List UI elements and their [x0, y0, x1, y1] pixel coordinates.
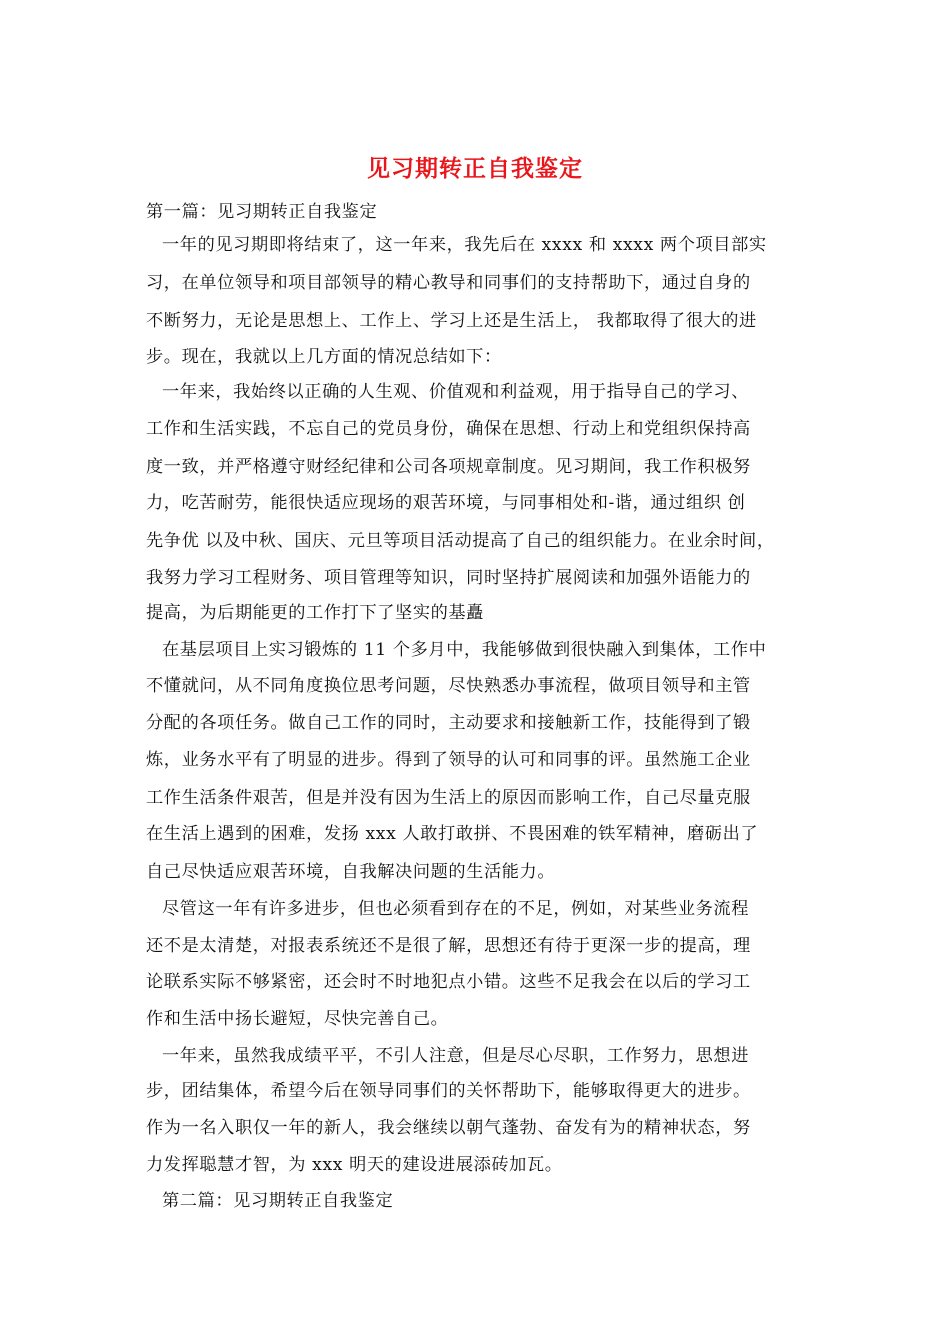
paragraph-line: 分配的各项任务。做自己工作的同时，主动要求和接触新工作，技能得到了锻	[146, 713, 751, 733]
paragraph-line: 在生活上遇到的困难，发扬 xxx 人敢打敢拼、不畏困难的铁军精神，磨砺出了	[146, 824, 759, 844]
paragraph-line: 作和生活中扬长避短，尽快完善自己。	[146, 1009, 449, 1029]
paragraph-line: 一年来，虽然我成绩平平，不引人注意，但是尽心尽职，工作努力，思想进	[162, 1046, 749, 1066]
paragraph-line: 论联系实际不够紧密，还会时不时地犯点小错。这些不足我会在以后的学习工	[146, 972, 751, 992]
paragraph-line: 先争优 以及中秋、国庆、元旦等项目活动提高了自己的组织能力。在业余时间，	[146, 531, 775, 551]
paragraph-line: 在基层项目上实习锻炼的 11 个多月中，我能够做到很快融入到集体，工作中	[162, 640, 767, 660]
paragraph-line: 度一致，并严格遵守财经纪律和公司各项规章制度。见习期间，我工作积极努	[146, 457, 751, 477]
paragraph-line: 习，在单位领导和项目部领导的精心教导和同事们的支持帮助下，通过自身的	[146, 273, 751, 293]
section-heading-1: 第一篇：见习期转正自我鉴定	[146, 202, 378, 222]
paragraph-line: 一年来，我始终以正确的人生观、价值观和利益观，用于指导自己的学习、	[162, 382, 749, 402]
section-heading-2: 第二篇：见习期转正自我鉴定	[162, 1191, 394, 1211]
paragraph-line: 提高，为后期能更的工作打下了坚实的基矗	[146, 603, 484, 623]
document-title: 见习期转正自我鉴定	[367, 155, 583, 182]
paragraph-line: 力发挥聪慧才智，为 xxx 明天的建设进展添砖加瓦。	[146, 1155, 563, 1175]
paragraph-line: 炼，业务水平有了明显的进步。得到了领导的认可和同事的评。虽然施工企业	[146, 750, 751, 770]
paragraph-line: 不断努力，无论是思想上、工作上、学习上还是生活上， 我都取得了很大的进	[146, 311, 757, 331]
paragraph-line: 作为一名入职仅一年的新人，我会继续以朝气蓬勃、奋发有为的精神状态，努	[146, 1118, 751, 1138]
paragraph-line: 我努力学习工程财务、项目管理等知识，同时坚持扩展阅读和加强外语能力的	[146, 568, 751, 588]
paragraph-line: 工作生活条件艰苦，但是并没有因为生活上的原因而影响工作，自己尽量克服	[146, 788, 751, 808]
paragraph-line: 一年的见习期即将结束了，这一年来，我先后在 xxxx 和 xxxx 两个项目部实	[162, 235, 767, 255]
paragraph-line: 工作和生活实践，不忘自己的党员身份，确保在思想、行动上和党组织保持高	[146, 419, 751, 439]
paragraph-line: 步，团结集体，希望今后在领导同事们的关怀帮助下，能够取得更大的进步。	[146, 1081, 751, 1101]
paragraph-line: 还不是太清楚，对报表系统还不是很了解，思想还有待于更深一步的提高，理	[146, 936, 751, 956]
paragraph-line: 不懂就问，从不同角度换位思考问题，尽快熟悉办事流程，做项目领导和主管	[146, 676, 751, 696]
paragraph-line: 尽管这一年有许多进步，但也必须看到存在的不足，例如，对某些业务流程	[162, 899, 749, 919]
paragraph-line: 步。现在，我就以上几方面的情况总结如下：	[146, 347, 502, 367]
paragraph-line: 自己尽快适应艰苦环境，自我解决问题的生活能力。	[146, 862, 556, 882]
paragraph-line: 力，吃苦耐劳，能很快适应现场的艰苦环境，与同事相处和-谐，通过组织 创	[146, 493, 746, 513]
